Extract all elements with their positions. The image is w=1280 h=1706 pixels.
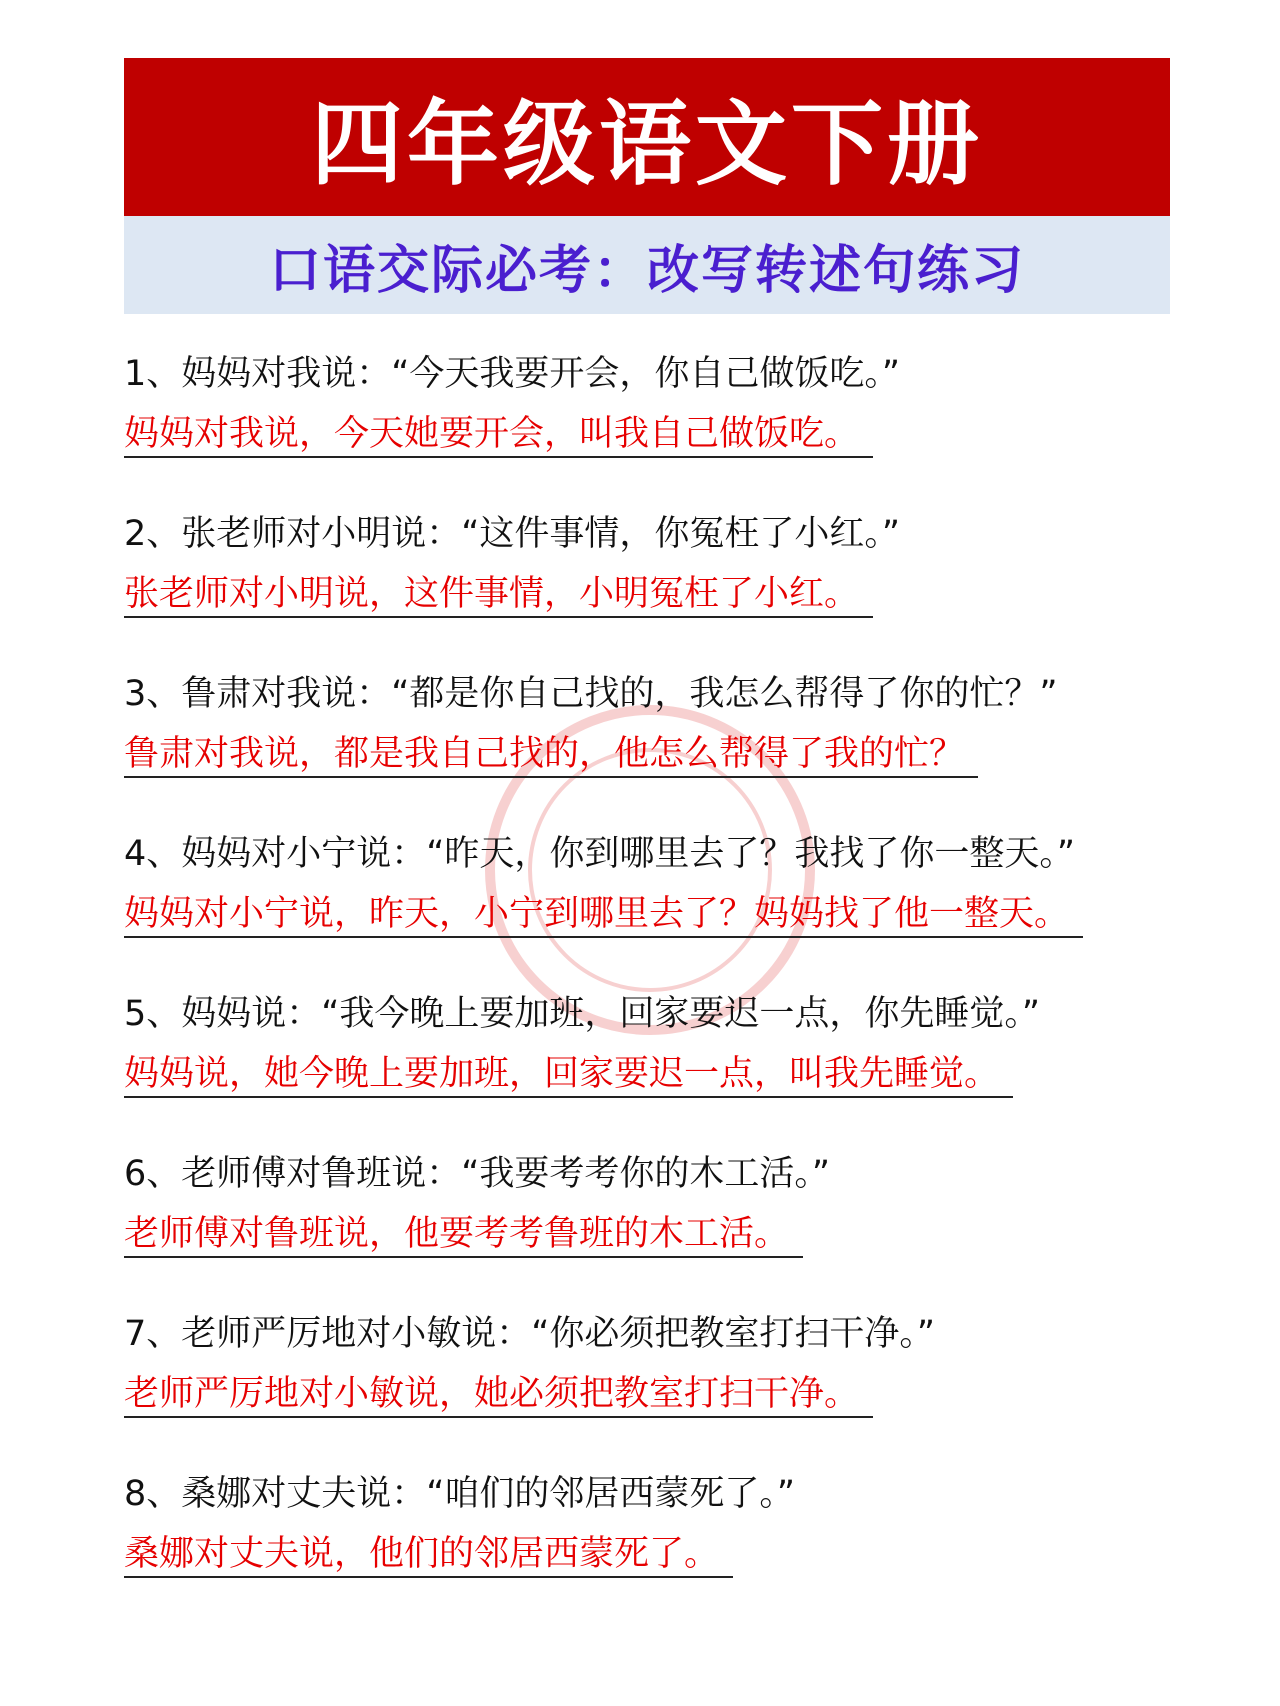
page-title: 四年级语文下册 <box>310 91 983 198</box>
answer-text: 妈妈对我说，今天她要开会，叫我自己做饭吃。 <box>124 412 873 458</box>
exercise-item <box>124 352 1170 512</box>
exercise-item <box>124 1312 1170 1472</box>
answer-text: 老师严厉地对小敏说，她必须把教室打扫干净。 <box>124 1372 873 1418</box>
answer-text: 老师傅对鲁班说，他要考考鲁班的木工活。 <box>124 1212 803 1258</box>
title-banner <box>124 58 1170 216</box>
subtitle-banner <box>124 216 1170 314</box>
question-text: 5、妈妈说：“我今晚上要加班，回家要迟一点，你先睡觉。” <box>124 994 1041 1034</box>
exercise-item <box>124 992 1170 1152</box>
answer-text: 张老师对小明说，这件事情，小明冤枉了小红。 <box>124 572 873 618</box>
answer-text: 妈妈对小宁说，昨天，小宁到哪里去了？妈妈找了他一整天。 <box>124 892 1083 938</box>
question-text: 2、张老师对小明说：“这件事情，你冤枉了小红。” <box>124 514 901 554</box>
answer-text: 桑娜对丈夫说，他们的邻居西蒙死了。 <box>124 1532 733 1578</box>
exercise-item <box>124 512 1170 672</box>
answer-text: 妈妈说，她今晚上要加班，回家要迟一点，叫我先睡觉。 <box>124 1052 1013 1098</box>
exercise-item <box>124 672 1170 832</box>
exercise-list <box>124 352 1170 1632</box>
exercise-item <box>124 1472 1170 1632</box>
question-text: 1、妈妈对我说：“今天我要开会，你自己做饭吃。” <box>124 354 901 394</box>
question-text: 8、桑娜对丈夫说：“咱们的邻居西蒙死了。” <box>124 1474 796 1514</box>
answer-text: 鲁肃对我说，都是我自己找的，他怎么帮得了我的忙？ <box>124 732 978 778</box>
question-text: 7、老师严厉地对小敏说：“你必须把教室打扫干净。” <box>124 1314 936 1354</box>
question-text: 4、妈妈对小宁说：“昨天，你到哪里去了？我找了你一整天。” <box>124 834 1076 874</box>
page-subtitle: 口语交际必考：改写转述句练习 <box>268 240 1025 301</box>
question-text: 6、老师傅对鲁班说：“我要考考你的木工活。” <box>124 1154 831 1194</box>
exercise-item <box>124 1152 1170 1312</box>
question-text: 3、鲁肃对我说：“都是你自己找的，我怎么帮得了你的忙？” <box>124 674 1058 714</box>
exercise-item <box>124 832 1170 992</box>
